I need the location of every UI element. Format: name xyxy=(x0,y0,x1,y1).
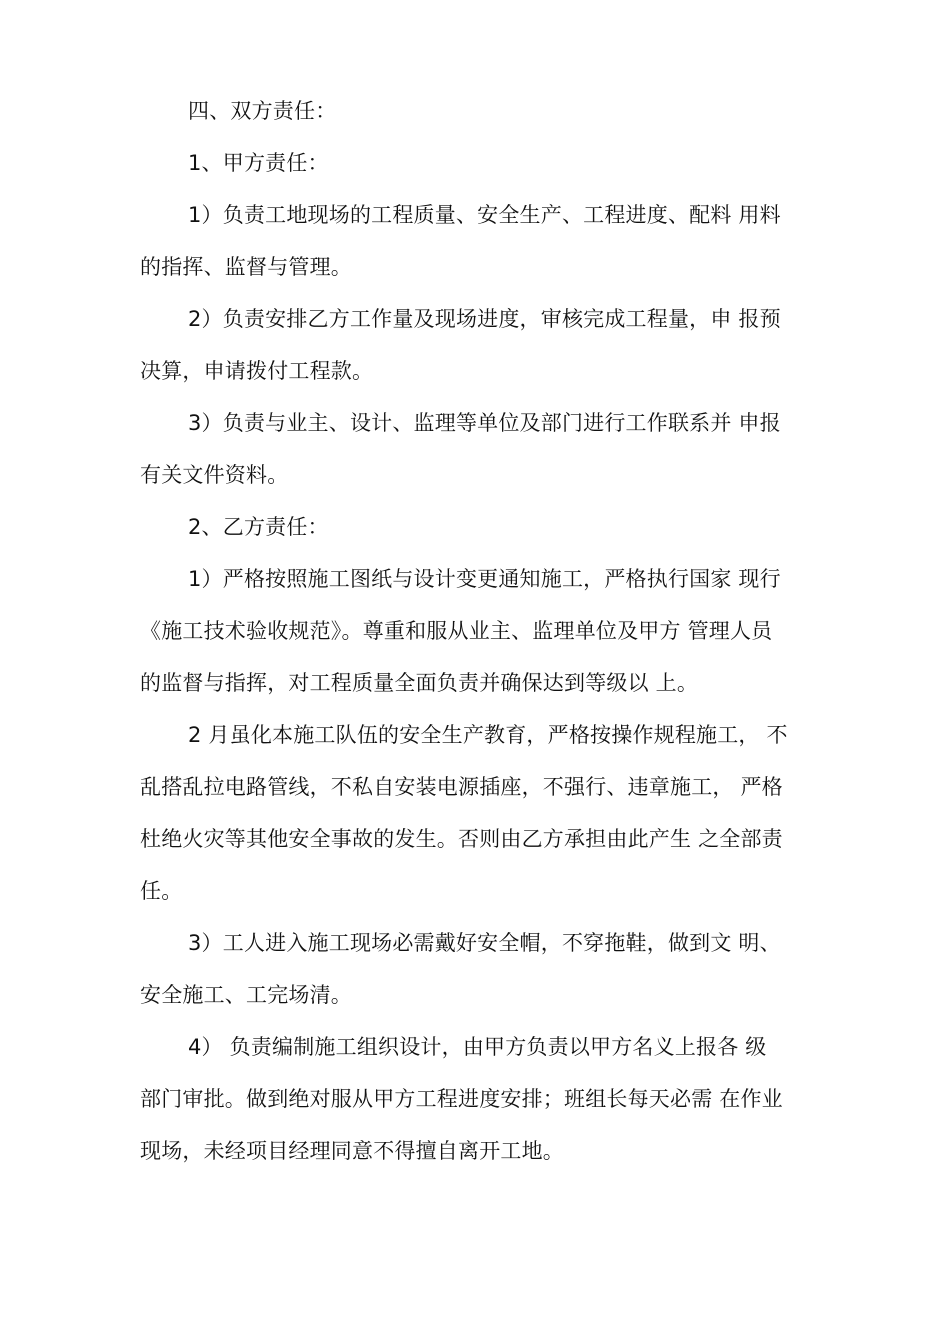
paragraph-line: 有关文件资料。 xyxy=(140,463,289,487)
party-b-item-1 xyxy=(140,564,830,698)
paragraph-line: 1）负责工地现场的工程质量、安全生产、工程进度、配料 用料 xyxy=(188,203,781,227)
paragraph-line: 任。 xyxy=(140,879,183,903)
paragraph-line: 3）负责与业主、设计、监理等单位及部门进行工作联系并 申报 xyxy=(188,411,781,435)
section-heading-responsibilities xyxy=(140,96,830,126)
paragraph-line: 3）工人进入施工现场必需戴好安全帽，不穿拖鞋，做到文 明、 xyxy=(188,931,781,955)
party-b-title: 2、乙方责任： xyxy=(188,515,329,539)
paragraph-line: 决算，申请拨付工程款。 xyxy=(140,359,374,383)
paragraph-line: 1）严格按照施工图纸与设计变更通知施工，严格执行国家 现行 xyxy=(188,567,781,591)
party-b-item-4 xyxy=(140,1032,830,1166)
paragraph-line: 《施工技术验收规范》。尊重和服从业主、监理单位及甲方 管理人员 xyxy=(140,619,773,643)
paragraph-line: 的监督与指挥，对工程质量全面负责并确保达到等级以 上。 xyxy=(140,671,699,695)
party-b-item-2 xyxy=(140,720,830,906)
party-a-item-1 xyxy=(140,200,830,282)
paragraph-line: 部门审批。做到绝对服从甲方工程进度安排；班组长每天必需 在作业 xyxy=(140,1087,783,1111)
section-title: 四、双方责任： xyxy=(188,99,337,123)
paragraph-line: 的指挥、监督与管理。 xyxy=(140,255,352,279)
party-a-title: 1、甲方责任： xyxy=(188,151,329,175)
party-a-item-3 xyxy=(140,408,830,490)
document-body xyxy=(140,96,830,1166)
party-b-item-3 xyxy=(140,928,830,1010)
paragraph-line: 现场，未经项目经理同意不得擅自离开工地。 xyxy=(140,1139,564,1163)
paragraph-line: 安全施工、工完场清。 xyxy=(140,983,352,1007)
paragraph-line: 杜绝火灾等其他安全事故的发生。否则由乙方承担由此产生 之全部责 xyxy=(140,827,783,851)
party-a-heading xyxy=(140,148,830,178)
paragraph-line: 乱搭乱拉电路管线，不私自安装电源插座，不强行、违章施工， 严格 xyxy=(140,775,783,799)
paragraph-line: 2 月虽化本施工队伍的安全生产教育，严格按操作规程施工， 不 xyxy=(188,723,788,747)
paragraph-line: 4） 负责编制施工组织设计，由甲方负责以甲方名义上报各 级 xyxy=(188,1035,767,1059)
party-b-heading xyxy=(140,512,830,542)
paragraph-line: 2）负责安排乙方工作量及现场进度，审核完成工程量，申 报预 xyxy=(188,307,781,331)
party-a-item-2 xyxy=(140,304,830,386)
